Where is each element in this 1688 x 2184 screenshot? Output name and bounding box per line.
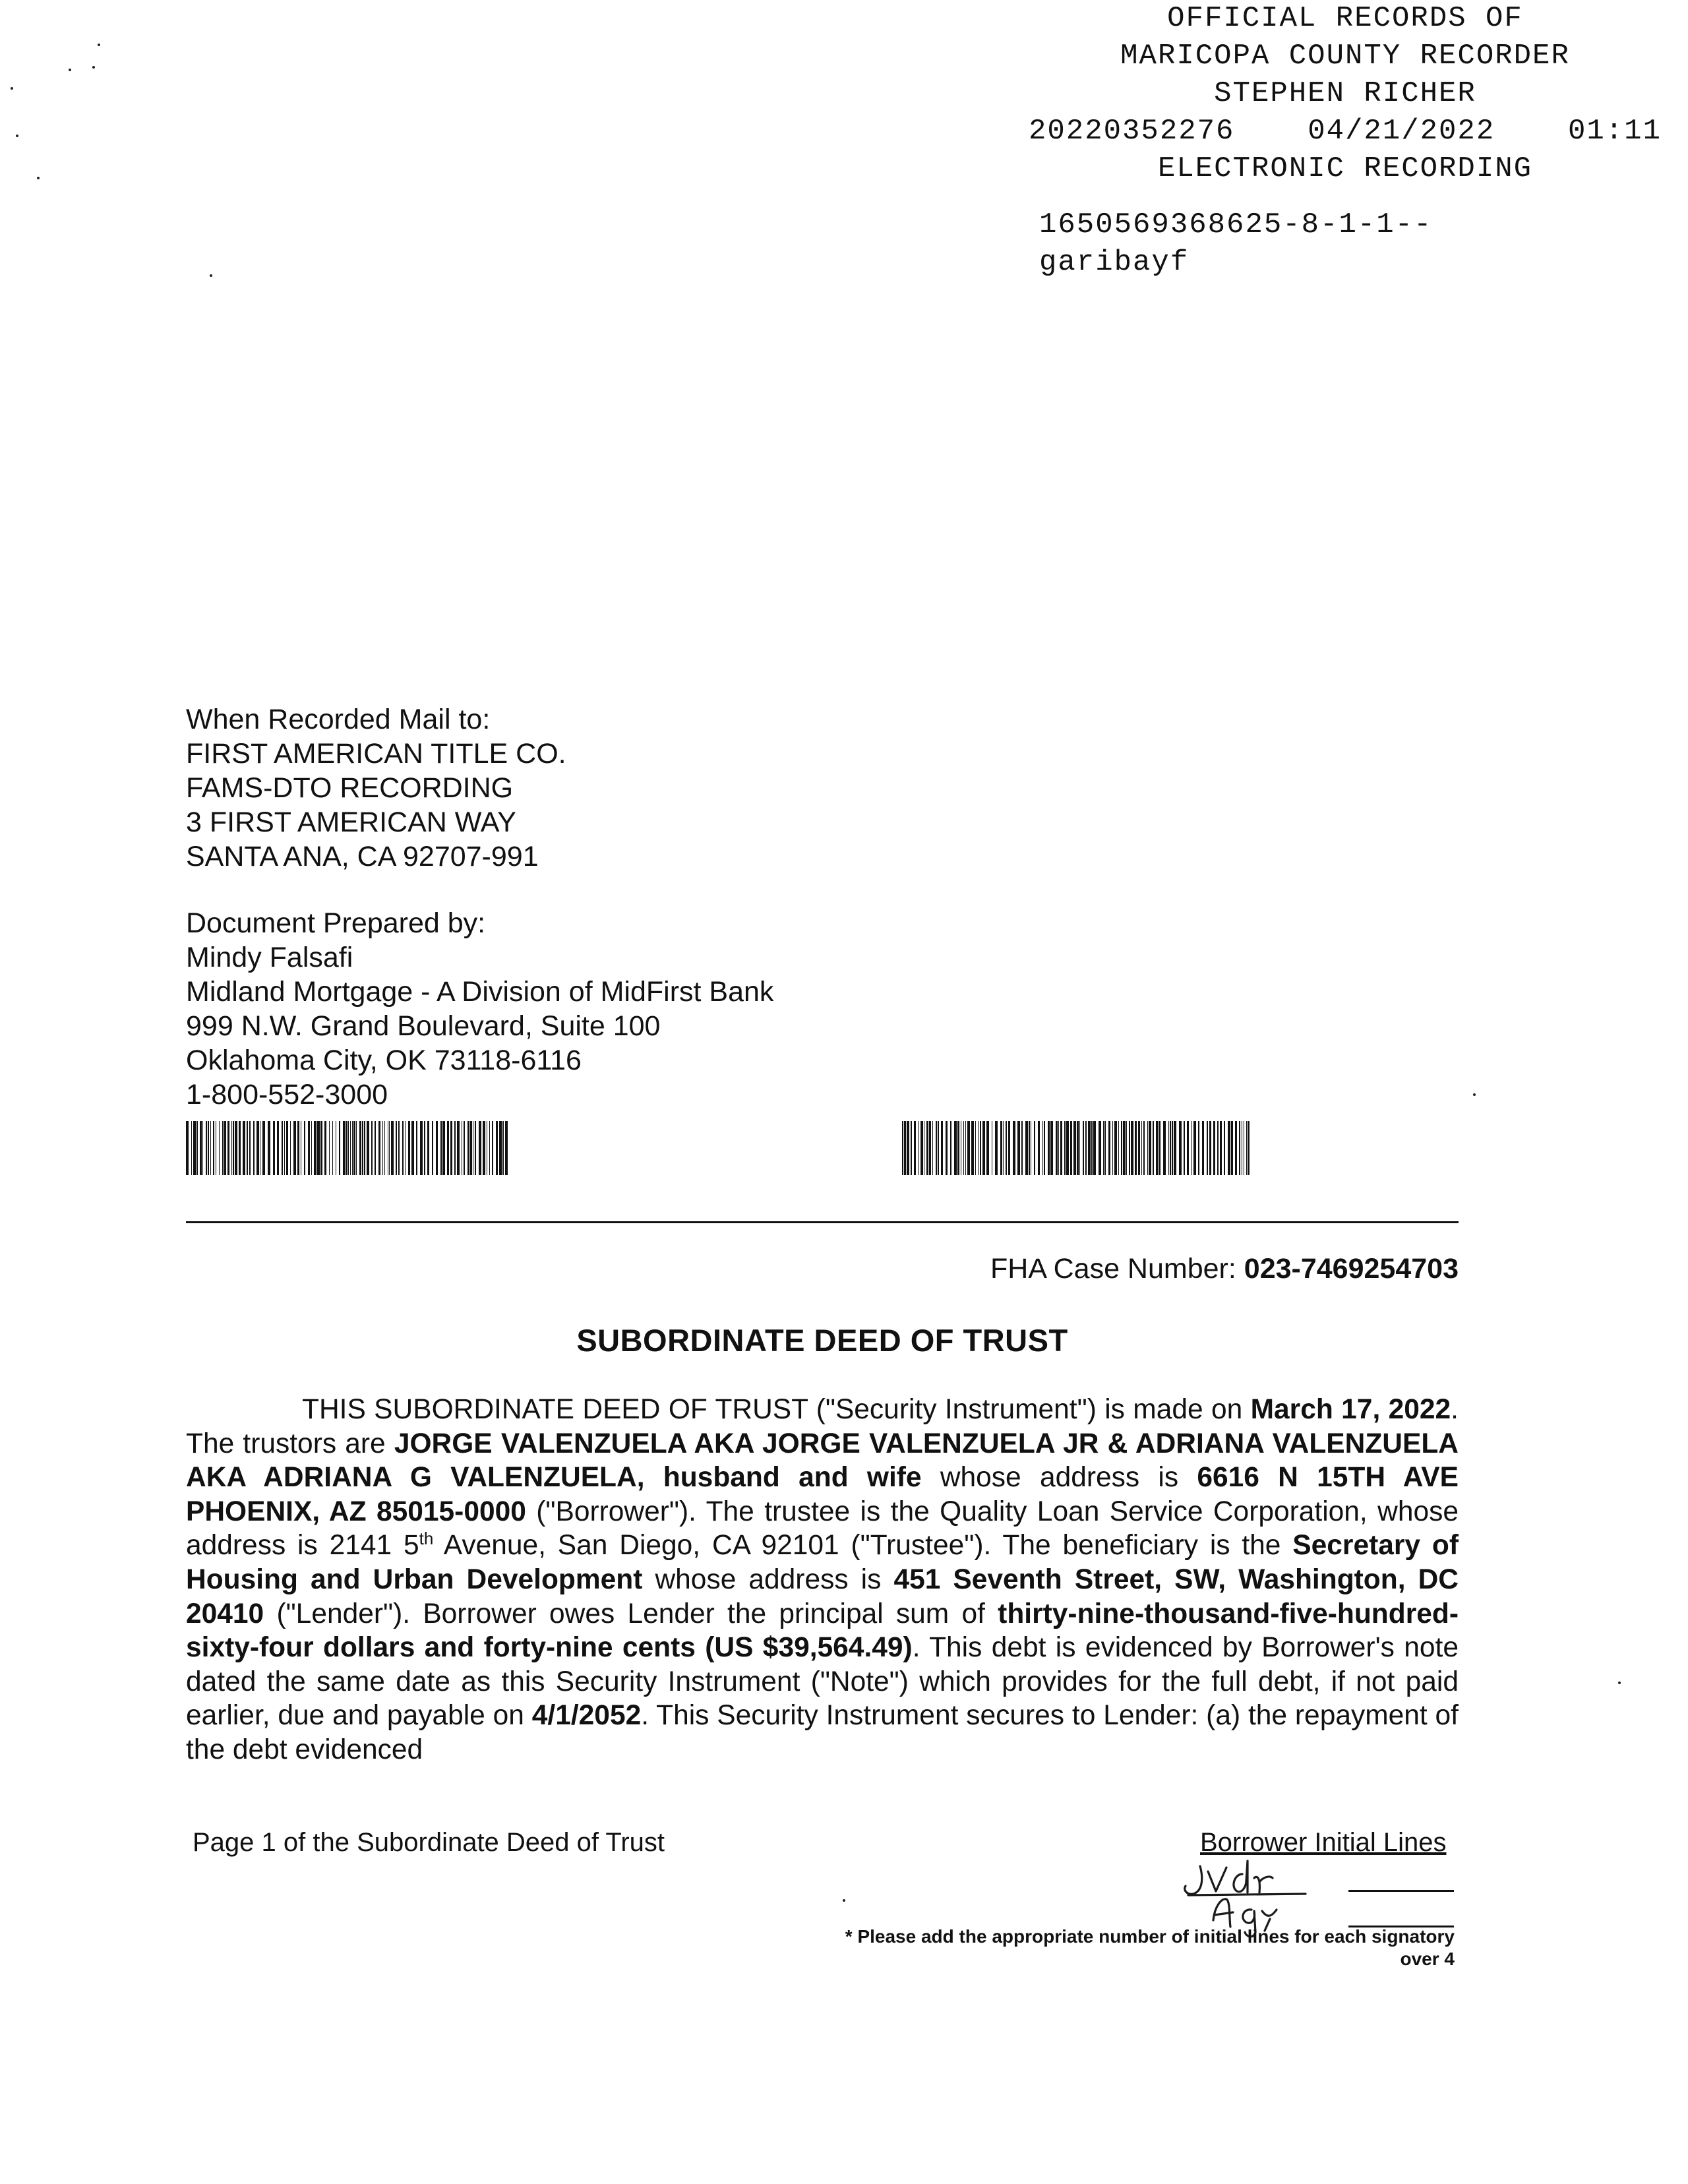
- initial-lines-instruction: * Please add the appropriate number of initial lines for each signatory: [845, 1926, 1455, 1947]
- barcode-bar: [1104, 1121, 1106, 1175]
- barcode-bar: [918, 1121, 919, 1175]
- tracking-block: [1029, 206, 1662, 282]
- mail-to-block: [186, 702, 566, 874]
- barcode-bar: [1131, 1121, 1133, 1175]
- barcode-bar: [936, 1121, 937, 1175]
- barcode-bar: [1077, 1121, 1079, 1175]
- barcode-bar: [1235, 1121, 1237, 1175]
- barcode-bar: [442, 1121, 445, 1175]
- recording-date: 04/21/2022: [1308, 115, 1495, 148]
- body-text: ("Borrower"). The trustee is the Quality Loan Service Corporation, whose address is 2141 5: [186, 1496, 1459, 1562]
- barcode-bar: [1207, 1121, 1208, 1175]
- barcode-bar: [929, 1121, 931, 1175]
- barcode-bar: [1126, 1121, 1127, 1175]
- barcode-bar: [1147, 1121, 1148, 1175]
- barcode-bar: [1091, 1121, 1093, 1175]
- barcode-bar: [432, 1121, 433, 1175]
- barcode-bar: [193, 1121, 196, 1175]
- barcode-bar: [1220, 1121, 1222, 1175]
- body-text: . This debt is evidenced by Borrower's note dated the same date as this Security Instrument ("Note") which provides for the full debt, if not paid earlier, due and payable on: [186, 1632, 1459, 1732]
- barcode-bar: [1153, 1121, 1154, 1175]
- barcode-bar: [978, 1121, 979, 1175]
- barcode-bar: [1044, 1121, 1045, 1175]
- barcode-bar: [904, 1121, 906, 1175]
- barcode-bar: [364, 1121, 365, 1175]
- barcode-bar: [932, 1121, 933, 1175]
- recording-number: 20220352276: [1029, 115, 1235, 148]
- barcode-bar: [1121, 1121, 1122, 1175]
- borrower-address: 6616 N 15TH AVE PHOENIX, AZ 85015-0000: [186, 1462, 1459, 1527]
- barcode-bar: [1231, 1121, 1233, 1175]
- barcode-bar: [967, 1121, 970, 1175]
- barcode-bar: [911, 1121, 912, 1175]
- barcode-bar: [1159, 1121, 1160, 1175]
- barcode-bar: [1038, 1121, 1040, 1175]
- barcode-bar: [1123, 1121, 1126, 1175]
- barcode-bar: [398, 1121, 400, 1175]
- barcode-bar: [247, 1121, 248, 1175]
- fha-case-number: [990, 1253, 1459, 1285]
- barcode-bar: [396, 1121, 397, 1175]
- barcode-bar: [1198, 1121, 1199, 1175]
- barcode-bar: [1103, 1121, 1104, 1175]
- barcode-right: [902, 1121, 1250, 1175]
- prepared-by-line: Midland Mortgage - A Division of MidFirst Bank: [186, 976, 774, 1008]
- tracking-id: 1650569368625-8-1-1--: [1039, 208, 1433, 241]
- fha-case-value: 023-7469254703: [1244, 1253, 1459, 1285]
- barcode-bar: [284, 1121, 285, 1175]
- barcode-bar: [1187, 1121, 1189, 1175]
- barcode-bar: [1168, 1121, 1169, 1175]
- clerk-id: garibayf: [1039, 246, 1190, 279]
- header-divider: [186, 1221, 1459, 1223]
- body-paragraph: [186, 1393, 1459, 1767]
- barcode-bar: [339, 1121, 340, 1175]
- mail-to-line: FIRST AMERICAN TITLE CO.: [186, 738, 566, 770]
- body-text: THIS SUBORDINATE DEED OF TRUST ("Security Instrument") is made on: [302, 1394, 1251, 1425]
- barcode-bar: [235, 1121, 237, 1175]
- barcode-bar: [243, 1121, 245, 1175]
- barcode-bar: [362, 1121, 363, 1175]
- barcode-bar: [995, 1121, 998, 1175]
- barcode-bar: [436, 1121, 438, 1175]
- barcode-bar: [986, 1121, 989, 1175]
- barcode-bar: [505, 1121, 508, 1175]
- barcode-bar: [1058, 1121, 1059, 1175]
- barcode-bar: [375, 1121, 376, 1175]
- barcode-bar: [371, 1121, 373, 1175]
- barcode-bar: [277, 1121, 279, 1175]
- barcode-bar: [1149, 1121, 1151, 1175]
- barcode-bar: [1209, 1121, 1211, 1175]
- barcode-bar: [1213, 1121, 1215, 1175]
- barcode-bar: [304, 1121, 305, 1175]
- barcode-bar: [186, 1121, 189, 1175]
- ordinal-suffix: th: [419, 1529, 434, 1549]
- barcode-bar: [290, 1121, 291, 1175]
- barcode-bar: [1088, 1121, 1091, 1175]
- barcode-bar: [1021, 1121, 1023, 1175]
- barcode-bar: [1056, 1121, 1058, 1175]
- barcode-bar: [233, 1121, 234, 1175]
- barcode-bar: [1073, 1121, 1076, 1175]
- document-title: SUBORDINATE DEED OF TRUST: [576, 1323, 1068, 1358]
- barcode-bar: [332, 1121, 333, 1175]
- barcode-bar: [1083, 1121, 1084, 1175]
- barcode-bar: [308, 1121, 310, 1175]
- barcode-bar: [286, 1121, 288, 1175]
- barcode-bar: [971, 1121, 974, 1175]
- barcode-bar: [479, 1121, 481, 1175]
- continued-over-label: over 4: [1400, 1949, 1455, 1969]
- barcode-bar: [1108, 1121, 1110, 1175]
- barcode-bar: [196, 1121, 198, 1175]
- mail-to-heading: When Recorded Mail to:: [186, 704, 491, 735]
- barcode-bar: [470, 1121, 472, 1175]
- barcode-bar: [408, 1121, 410, 1175]
- recorder-line-2: MARICOPA COUNTY RECORDER: [1120, 40, 1570, 73]
- barcode-bar: [324, 1121, 326, 1175]
- barcode-bar: [1129, 1121, 1130, 1175]
- barcode-bar: [450, 1121, 452, 1175]
- barcode-bar: [440, 1121, 442, 1175]
- barcode-bar: [1099, 1121, 1101, 1175]
- prepared-by-block: [186, 906, 773, 1112]
- fha-case-label: FHA Case Number:: [990, 1253, 1236, 1285]
- barcode-bar: [273, 1121, 275, 1175]
- barcode-bar: [467, 1121, 469, 1175]
- barcode-bar: [314, 1121, 316, 1175]
- barcode-bar: [329, 1121, 330, 1175]
- barcode-bar: [227, 1121, 229, 1175]
- barcode-bar: [427, 1121, 429, 1175]
- beneficiary-name: Secretary of Housing and Urban Development: [186, 1530, 1459, 1595]
- barcode-bar: [980, 1121, 981, 1175]
- barcode-bar: [239, 1121, 241, 1175]
- barcode-bar: [1114, 1121, 1117, 1175]
- recorder-line-1: OFFICIAL RECORDS OF: [1167, 2, 1523, 35]
- barcode-bar: [1029, 1121, 1030, 1175]
- page-footer-label: Page 1 of the Subordinate Deed of Trust: [193, 1828, 665, 1857]
- barcode-bar: [1006, 1121, 1007, 1175]
- barcode-bar: [384, 1121, 385, 1175]
- barcode-bar: [902, 1121, 903, 1175]
- barcode-bar: [378, 1121, 380, 1175]
- barcode-bar: [219, 1121, 220, 1175]
- barcode-bar: [297, 1121, 299, 1175]
- barcode-bar: [1179, 1121, 1182, 1175]
- barcode-bar: [1070, 1121, 1072, 1175]
- barcode-bar: [492, 1121, 493, 1175]
- barcode-bar: [343, 1121, 346, 1175]
- barcode-bar: [1172, 1121, 1173, 1175]
- barcode-bar: [921, 1121, 923, 1175]
- barcode-bar: [1000, 1121, 1002, 1175]
- barcode-bar: [475, 1121, 476, 1175]
- barcode-bar: [1093, 1121, 1096, 1175]
- recording-type: ELECTRONIC RECORDING: [1157, 152, 1533, 185]
- barcode-bar: [926, 1121, 928, 1175]
- barcode-bar: [1112, 1121, 1113, 1175]
- barcode-bar: [1003, 1121, 1004, 1175]
- barcode-bar: [1064, 1121, 1066, 1175]
- barcode-bar: [502, 1121, 504, 1175]
- barcode-bar: [1066, 1121, 1069, 1175]
- barcode-bar: [1017, 1121, 1020, 1175]
- barcode-bar: [1246, 1121, 1247, 1175]
- body-text: . This Security Instrument secures to Lender: (a) the repayment of the debt evidenced: [186, 1700, 1459, 1765]
- body-text: whose address is: [921, 1462, 1197, 1494]
- barcode-bar: [1248, 1121, 1249, 1175]
- borrower-initial-lines-label: Borrower Initial Lines: [1200, 1828, 1447, 1857]
- barcode-bar: [222, 1121, 224, 1175]
- barcode-bar: [496, 1121, 498, 1175]
- barcode-bar: [1193, 1121, 1196, 1175]
- barcode-bar: [367, 1121, 369, 1175]
- barcode-bar: [1191, 1121, 1192, 1175]
- barcode-bar: [317, 1121, 320, 1175]
- lender-address: 451 Seventh Street, SW, Washington, DC 20410: [186, 1563, 1459, 1629]
- barcode-bar: [489, 1121, 490, 1175]
- barcode-bar: [941, 1121, 943, 1175]
- prepared-by-line: Oklahoma City, OK 73118-6116: [186, 1045, 582, 1076]
- barcode-bar: [963, 1121, 964, 1175]
- barcode-bar: [210, 1121, 211, 1175]
- barcode-bar: [1239, 1121, 1240, 1175]
- recording-info-line: [1029, 113, 1662, 150]
- barcode-bar: [1048, 1121, 1050, 1175]
- barcode-bar: [447, 1121, 449, 1175]
- barcode-bar: [311, 1121, 312, 1175]
- trustor-names: JORGE VALENZUELA AKA JORGE VALENZUELA JR & ADRIANA VALENZUELA AKA ADRIANA G VALENZUELA, husband and wife: [186, 1428, 1459, 1494]
- mail-to-line: 3 FIRST AMERICAN WAY: [186, 806, 516, 838]
- barcode-bar: [213, 1121, 214, 1175]
- barcode-bar: [202, 1121, 203, 1175]
- barcode-bar: [224, 1121, 226, 1175]
- barcode-bar: [282, 1121, 283, 1175]
- barcode-bar: [382, 1121, 383, 1175]
- barcode-bar: [982, 1121, 985, 1175]
- barcode-bar: [191, 1121, 192, 1175]
- barcode-bar: [1217, 1121, 1219, 1175]
- barcode-bar: [200, 1121, 202, 1175]
- barcode-bar: [402, 1121, 404, 1175]
- body-text: Avenue, San Diego, CA 92101 ("Trustee"). The beneficiary is the: [433, 1530, 1293, 1562]
- initial-line-blank: [1348, 1890, 1454, 1892]
- barcode-bar: [1202, 1121, 1204, 1175]
- principal-amount: thirty-nine-thousand-five-hundred-sixty-four dollars and forty-nine cents (US $39,564.49): [186, 1598, 1459, 1664]
- barcode-bar: [420, 1121, 423, 1175]
- barcode-bar: [253, 1121, 255, 1175]
- barcode-bar: [1118, 1121, 1119, 1175]
- mail-to-line: FAMS-DTO RECORDING: [186, 772, 514, 804]
- barcode-bar: [405, 1121, 406, 1175]
- barcode-bar: [293, 1121, 296, 1175]
- barcode-bar: [1008, 1121, 1010, 1175]
- barcode-bar: [1228, 1121, 1230, 1175]
- barcode-bar: [411, 1121, 414, 1175]
- barcode-bar: [416, 1121, 417, 1175]
- barcode-bar: [914, 1121, 916, 1175]
- barcode-bar: [1135, 1121, 1137, 1175]
- barcode-bar: [1138, 1121, 1140, 1175]
- barcode-bar: [1143, 1121, 1145, 1175]
- body-text: whose address is: [642, 1563, 894, 1595]
- barcode-bar: [346, 1121, 347, 1175]
- barcode-bar: [257, 1121, 259, 1175]
- prepared-by-line: Mindy Falsafi: [186, 942, 353, 973]
- barcode-bar: [391, 1121, 394, 1175]
- barcode-bar: [938, 1121, 939, 1175]
- barcode-bar: [1013, 1121, 1015, 1175]
- barcode-bar: [1050, 1121, 1053, 1175]
- prepared-by-heading: Document Prepared by:: [186, 907, 486, 939]
- barcode-bar: [1060, 1121, 1062, 1175]
- barcode-bar: [954, 1121, 957, 1175]
- barcode-bar: [975, 1121, 976, 1175]
- barcode-bar: [907, 1121, 909, 1175]
- recorder-stamp: [1029, 0, 1662, 282]
- barcode-bar: [389, 1121, 390, 1175]
- barcode-bar: [946, 1121, 948, 1175]
- barcode-bar: [950, 1121, 951, 1175]
- barcode-bar: [1170, 1121, 1171, 1175]
- barcode-bar: [262, 1121, 265, 1175]
- maturity-date: 4/1/2052: [531, 1700, 642, 1732]
- barcode-bar: [352, 1121, 353, 1175]
- barcode-bar: [208, 1121, 209, 1175]
- barcode-bar: [1025, 1121, 1028, 1175]
- barcode-bar: [499, 1121, 502, 1175]
- barcode-bar: [1224, 1121, 1225, 1175]
- barcode-bar: [424, 1121, 425, 1175]
- barcode-bar: [206, 1121, 207, 1175]
- barcode-bar: [1042, 1121, 1043, 1175]
- barcode-bar: [454, 1121, 456, 1175]
- initial-lines-note: [845, 1926, 1455, 1970]
- barcode-bar: [483, 1121, 485, 1175]
- body-text: ("Lender"). Borrower owes Lender the principal sum of: [264, 1598, 998, 1629]
- barcode-left: [186, 1121, 508, 1175]
- barcode-bar: [464, 1121, 465, 1175]
- barcode-bar: [1034, 1121, 1035, 1175]
- barcode-bar: [1085, 1121, 1087, 1175]
- barcode-bar: [249, 1121, 251, 1175]
- barcode-bar: [356, 1121, 357, 1175]
- barcode-bar: [1184, 1121, 1185, 1175]
- recording-time: 01:11: [1567, 115, 1662, 148]
- barcode-bar: [268, 1121, 270, 1175]
- barcode-bar: [457, 1121, 460, 1175]
- barcode-bar: [965, 1121, 966, 1175]
- instrument-date: March 17, 2022: [1250, 1394, 1451, 1425]
- barcode-bar: [1174, 1121, 1176, 1175]
- barcode-bar: [359, 1121, 361, 1175]
- prepared-by-line: 1-800-552-3000: [186, 1079, 388, 1110]
- barcode-bar: [1141, 1121, 1142, 1175]
- barcode-bar: [350, 1121, 351, 1175]
- body-text: . The trustors are: [186, 1394, 1459, 1459]
- barcode-bar: [1156, 1121, 1158, 1175]
- barcode-bar: [1163, 1121, 1166, 1175]
- prepared-by-line: 999 N.W. Grand Boulevard, Suite 100: [186, 1010, 661, 1042]
- recorder-line-3: STEPHEN RICHER: [1214, 77, 1476, 110]
- barcode-bar: [353, 1121, 355, 1175]
- barcode-bar: [957, 1121, 959, 1175]
- barcode-bar: [1079, 1121, 1080, 1175]
- mail-to-line: SANTA ANA, CA 92707-991: [186, 841, 539, 872]
- barcode-bar: [231, 1121, 232, 1175]
- barcode-bar: [320, 1121, 322, 1175]
- barcode-bar: [348, 1121, 349, 1175]
